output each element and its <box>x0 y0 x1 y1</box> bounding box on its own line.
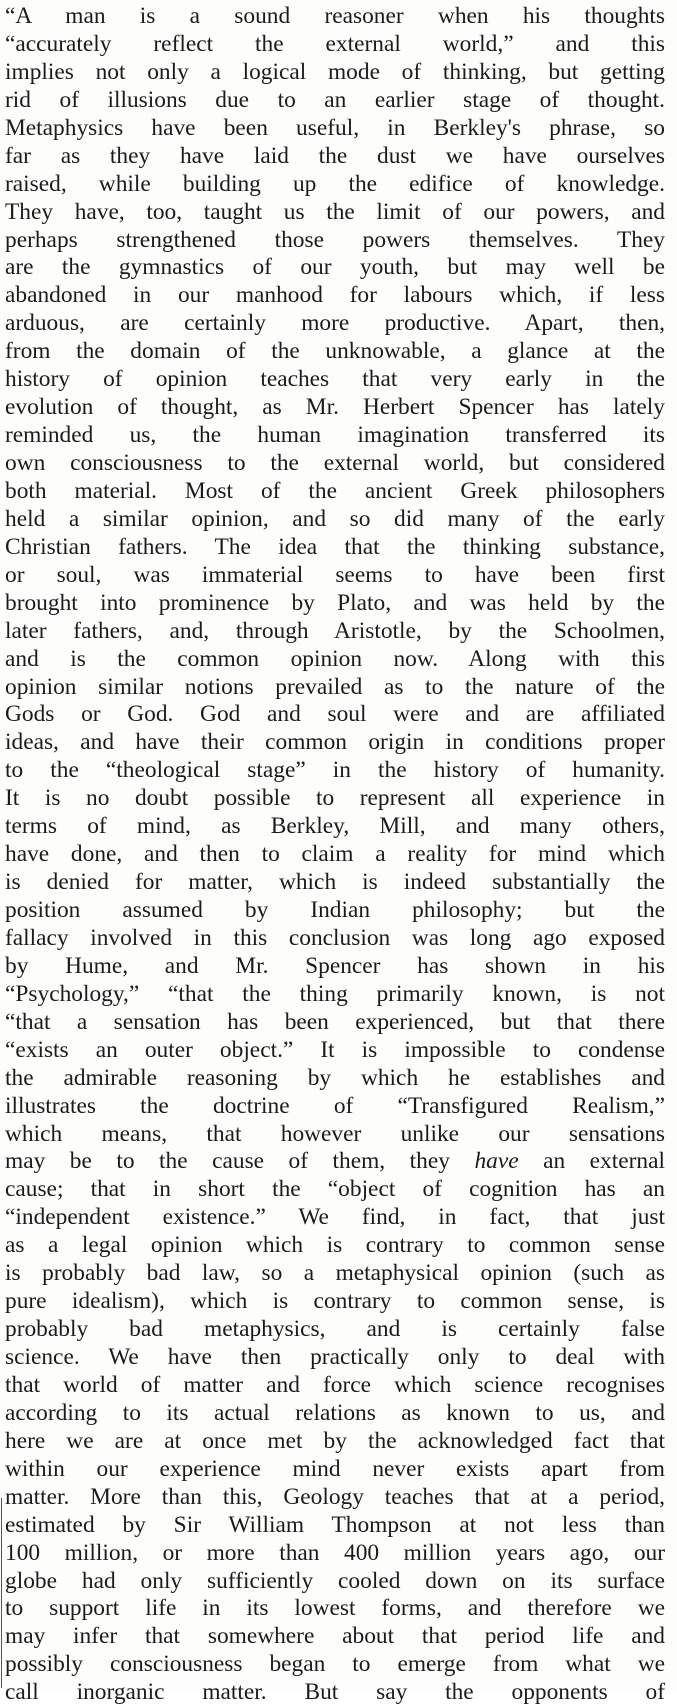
text-line: implies not only a logical mode of thinking, but getting <box>5 58 665 85</box>
text-line: are the gymnastics of our youth, but may well be <box>5 254 665 281</box>
text-line: may infer that somewhere about that period life and <box>5 1623 665 1650</box>
text-line: matter. More than this, Geology teaches that at a period, <box>5 1483 665 1510</box>
text-line: to the “theological stage” in the history of humanity. <box>5 757 665 784</box>
text-line: that world of matter and force which science recognises <box>5 1371 665 1398</box>
text-line: or soul, was immaterial seems to have been first <box>5 561 665 588</box>
text-line: reminded us, the human imagination transferred its <box>5 422 665 449</box>
text-line: “A man is a sound reasoner when his thoughts <box>5 3 665 29</box>
text-line: fallacy involved in this conclusion was long ago exposed <box>5 924 665 951</box>
text-line: Metaphysics have been useful, in Berkley's phrase, so <box>5 114 665 141</box>
emphasis: have <box>474 1148 519 1175</box>
text-line: later fathers, and, through Aristotle, by the Schoolmen, <box>5 617 665 644</box>
text-line: and is the common opinion now. Along with this <box>5 645 665 672</box>
text-line: held a similar opinion, and so did many of the early <box>5 505 665 532</box>
text-line: to support life in its lowest forms, and therefore we <box>5 1595 665 1622</box>
text-line: Christian fathers. The idea that the thinking substance, <box>5 533 665 560</box>
text-line: “independent existence.” We find, in fact, that just <box>5 1204 665 1231</box>
text-line: Gods or God. God and soul were and are affiliated <box>5 701 665 728</box>
text-line: They have, too, taught us the limit of our powers, and <box>5 198 665 225</box>
text-column <box>5 3 665 1707</box>
text-line: rid of illusions due to an earlier stage of thought. <box>5 86 665 113</box>
text-line: possibly consciousness began to emerge from what we <box>5 1651 665 1678</box>
text-line: position assumed by Indian philosophy; but the <box>5 897 665 923</box>
text-line: “exists an outer object.” It is impossible to condense <box>5 1036 665 1063</box>
text-line: ideas, and have their common origin in conditions proper <box>5 729 665 756</box>
text-line: abandoned in our manhood for labours which, if less <box>5 282 665 309</box>
text-line: as a legal opinion which is contrary to common sense <box>5 1232 665 1259</box>
text-line: own consciousness to the external world, but considered <box>5 450 665 476</box>
text-line: evolution of thought, as Mr. Herbert Spencer has lately <box>5 394 665 421</box>
text-line: cause; that in short the “object of cognition has an <box>5 1176 665 1203</box>
text-line: here we are at once met by the acknowledged fact that <box>5 1427 665 1454</box>
text-line: may be to the cause of them, they have an external <box>5 1148 665 1175</box>
text-line: by Hume, and Mr. Spencer has shown in his <box>5 952 665 979</box>
text-line: 100 million, or more than 400 million years ago, our <box>5 1539 665 1566</box>
text-line: estimated by Sir William Thompson at not less than <box>5 1511 665 1538</box>
text-line: within our experience mind never exists apart from <box>5 1455 665 1482</box>
text-line: arduous, are certainly more productive. Apart, then, <box>5 310 665 337</box>
text-line: is denied for matter, which is indeed substantially the <box>5 869 665 896</box>
text-line: “accurately reflect the external world,” and this <box>5 30 665 57</box>
text-line: the admirable reasoning by which he establishes and <box>5 1064 665 1091</box>
text-line: opinion similar notions prevailed as to the nature of the <box>5 673 665 700</box>
text-line: according to its actual relations as known to us, and <box>5 1399 665 1426</box>
text-line: from the domain of the unknowable, a glance at the <box>5 338 665 365</box>
text-line: raised, while building up the edifice of knowledge. <box>5 170 665 197</box>
text-line: probably bad metaphysics, and is certainly false <box>5 1316 665 1343</box>
text-line: pure idealism), which is contrary to common sense, is <box>5 1288 665 1315</box>
text-line: “that a sensation has been experienced, but that there <box>5 1008 665 1035</box>
text-line: have done, and then to claim a reality for mind which <box>5 841 665 868</box>
text-line: perhaps strengthened those powers themselves. They <box>5 226 665 253</box>
text-line: globe had only sufficiently cooled down on its surface <box>5 1567 665 1594</box>
text-line: It is no doubt possible to represent all experience in <box>5 785 665 812</box>
text-line: brought into prominence by Plato, and was held by the <box>5 589 665 616</box>
text-line: “Psychology,” “that the thing primarily known, is not <box>5 980 665 1007</box>
text-line: which means, that however unlike our sensations <box>5 1120 665 1147</box>
margin-rule <box>1 1498 2 1688</box>
text-line: both material. Most of the ancient Greek philosophers <box>5 477 665 504</box>
text-line: far as they have laid the dust we have ourselves <box>5 142 665 169</box>
text-line: terms of mind, as Berkley, Mill, and many others, <box>5 813 665 840</box>
text-line: science. We have then practically only to deal with <box>5 1344 665 1370</box>
text-line: illustrates the doctrine of “Transfigured Realism,” <box>5 1092 665 1119</box>
text-line: history of opinion teaches that very early in the <box>5 366 665 393</box>
text-line: is probably bad law, so a metaphysical opinion (such as <box>5 1260 665 1287</box>
text-line: call inorganic matter. But say the opponents of <box>5 1679 665 1706</box>
